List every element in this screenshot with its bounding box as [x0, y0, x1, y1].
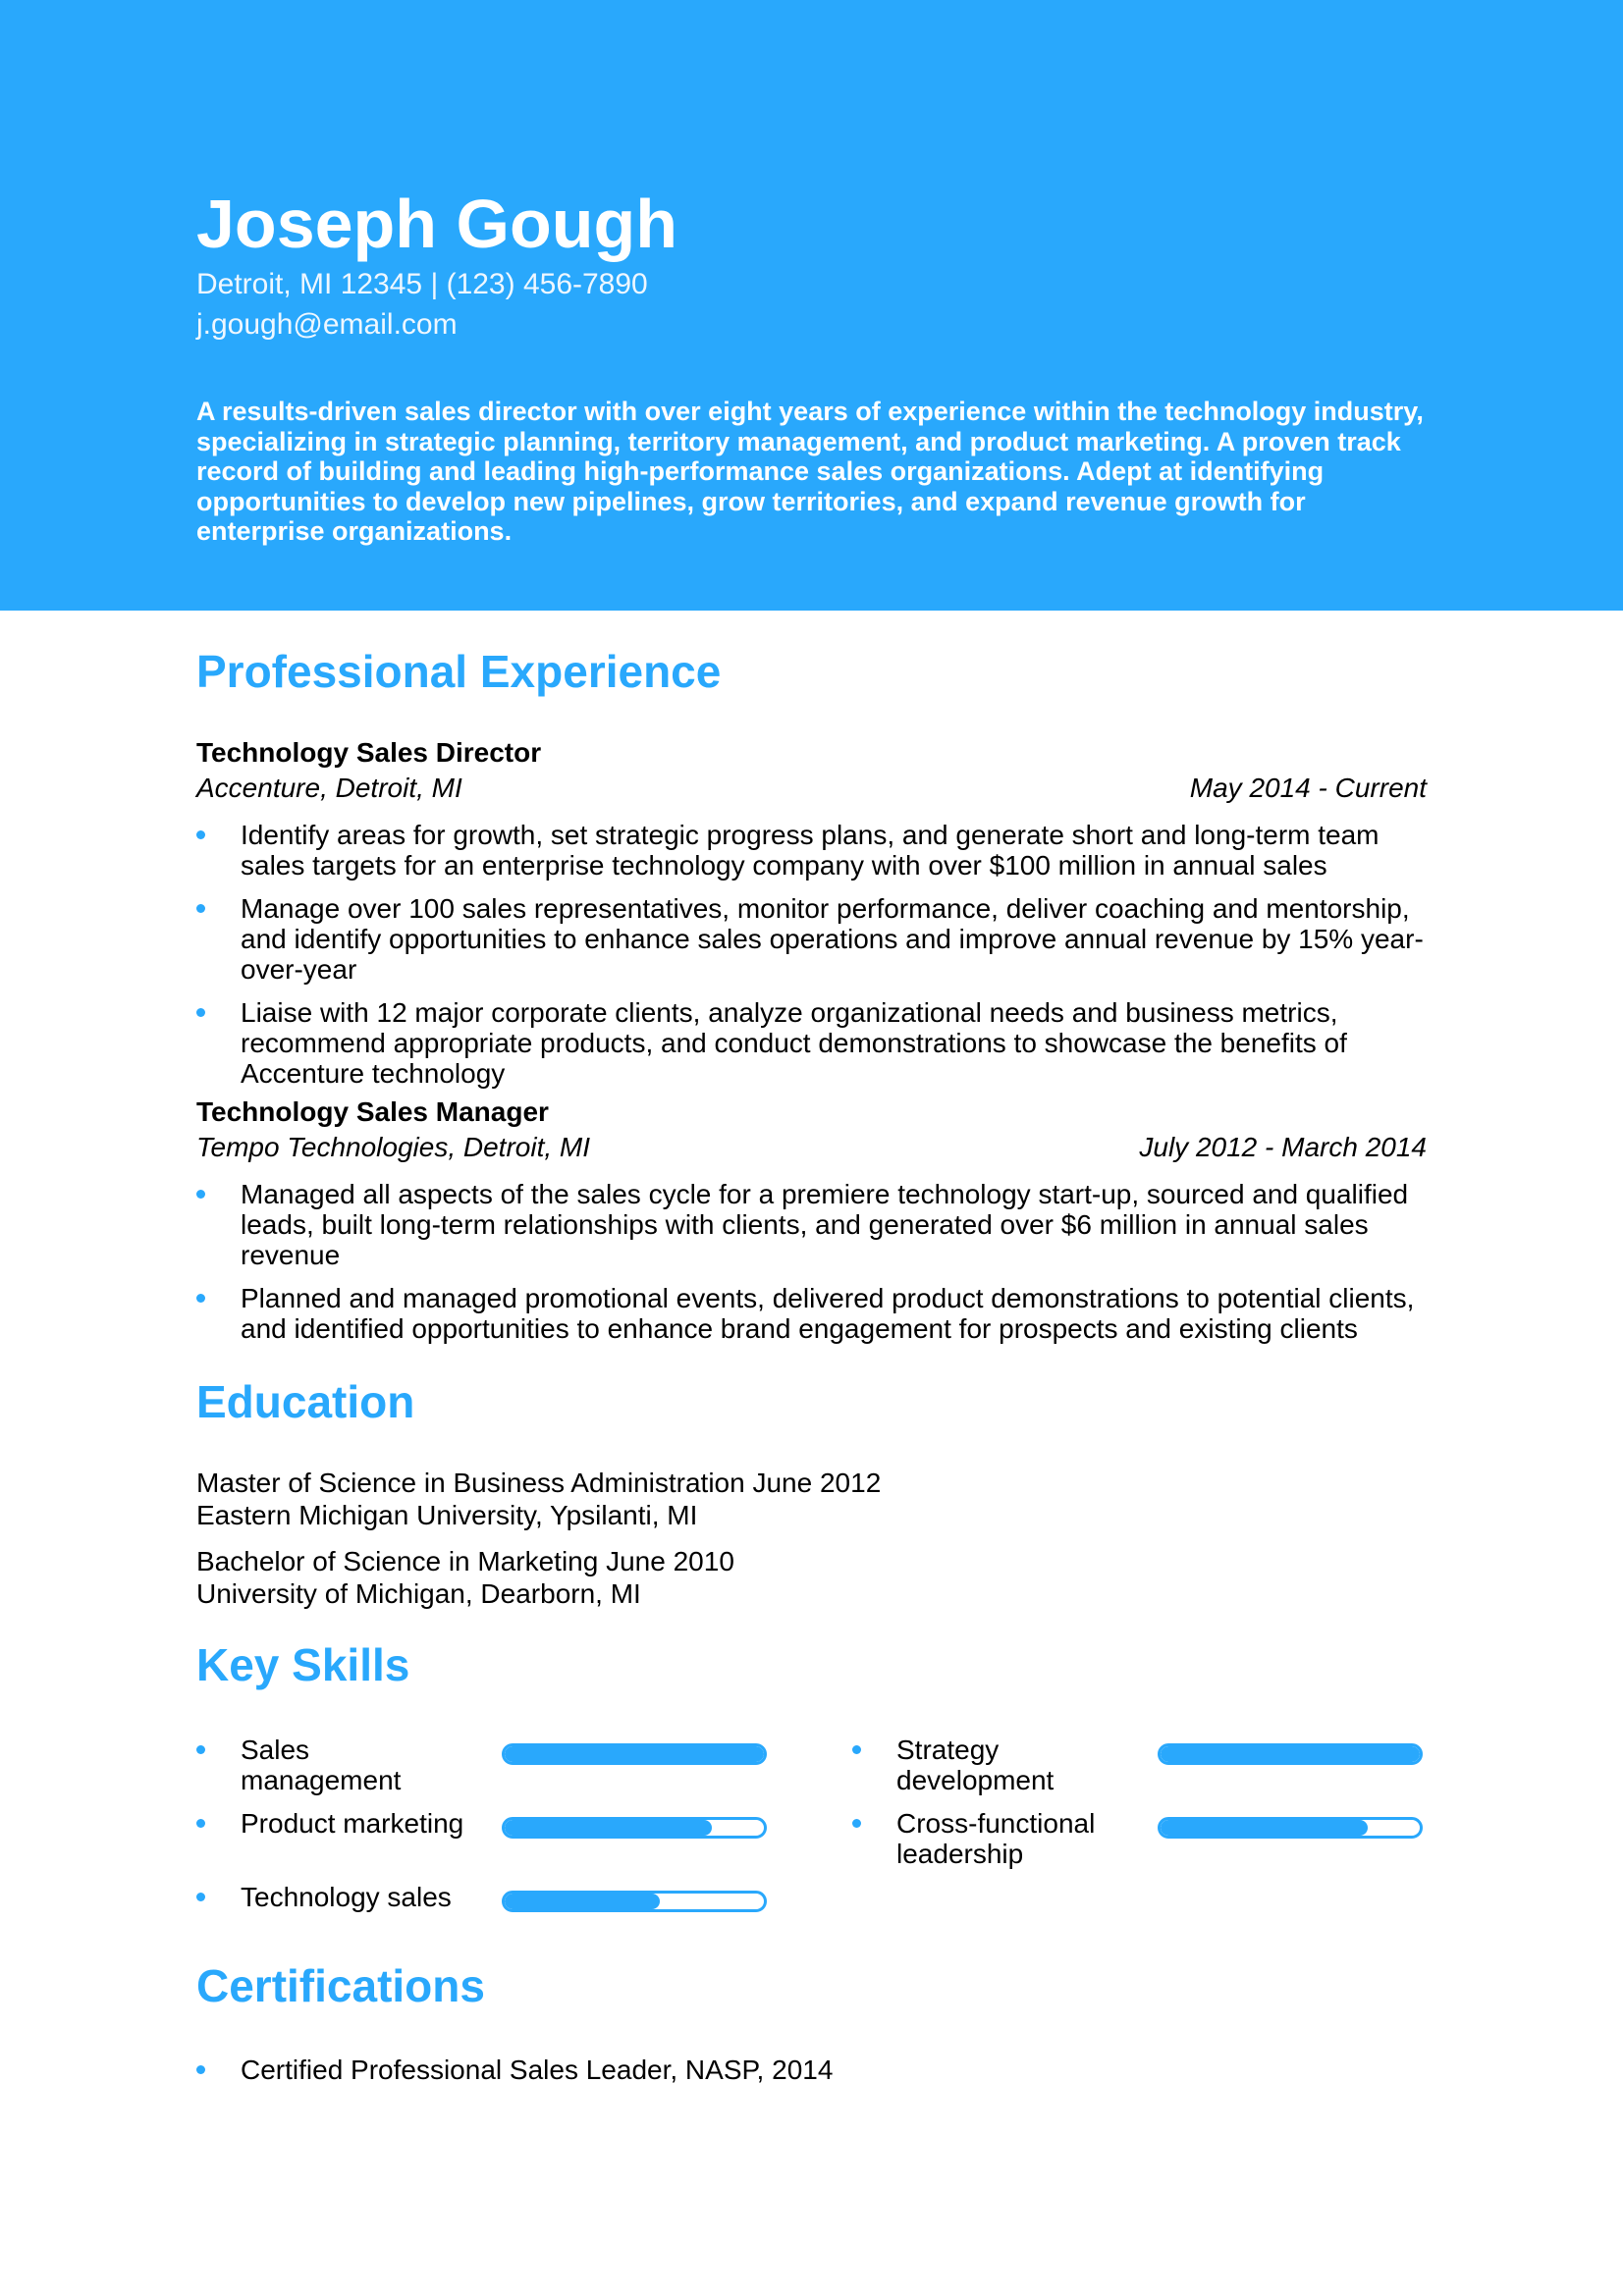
job-company: Tempo Technologies, Detroit, MI	[196, 1132, 591, 1162]
job-dates: May 2014 - Current	[1189, 773, 1427, 803]
skills-heading: Key Skills	[196, 1639, 410, 1690]
location-phone: Detroit, MI 12345 | (123) 456-7890	[196, 268, 648, 300]
list-item: Managed all aspects of the sales cycle for a premiere technology start-up, sourced and qualified leads, built long-term relationships with clients, and generated over $6 million in annual sales revenue	[196, 1179, 1434, 1270]
skill-item	[852, 1735, 1432, 1793]
bullet-icon	[852, 1745, 861, 1754]
skill-label: Cross-functional leadership	[896, 1808, 1096, 1869]
skill-item	[196, 1735, 776, 1793]
education-school: University of Michigan, Dearborn, MI	[196, 1578, 641, 1609]
list-item: Manage over 100 sales representatives, monitor performance, deliver coaching and mentorship, and identify opportunities to enhance sales operations and improve annual revenue by 15% year-over-year	[196, 893, 1434, 985]
skill-level-fill	[505, 1820, 712, 1836]
job-meta	[196, 772, 1427, 805]
skill-label: Product marketing	[241, 1808, 464, 1839]
list-item: Certified Professional Sales Leader, NASP, 2014	[196, 2055, 1434, 2085]
skill-label: Strategy development	[896, 1735, 1055, 1795]
list-item: Planned and managed promotional events, delivered product demonstrations to potential clients, and identified opportunities to enhance brand engagement for prospects and existing clients	[196, 1283, 1434, 1344]
bullet-icon	[196, 1745, 205, 1754]
experience-heading: Professional Experience	[196, 646, 722, 697]
job-dates: July 2012 - March 2014	[1139, 1132, 1427, 1162]
skill-level-fill	[1161, 1746, 1420, 1762]
candidate-name: Joseph Gough	[196, 186, 677, 262]
certifications-list	[196, 2055, 1434, 2098]
job-title: Technology Sales Manager	[196, 1096, 549, 1127]
education-heading: Education	[196, 1376, 415, 1427]
job-company: Accenture, Detroit, MI	[196, 773, 462, 803]
skill-level-bar	[502, 1817, 767, 1839]
certifications-heading: Certifications	[196, 1960, 485, 2011]
header-banner	[0, 0, 1623, 611]
education-degree: Master of Science in Business Administration June 2012	[196, 1468, 882, 1498]
bullet-icon	[852, 1819, 861, 1828]
skill-level-bar	[1158, 1743, 1423, 1765]
skill-level-fill	[505, 1746, 764, 1762]
skill-item	[852, 1808, 1432, 1867]
skill-level-fill	[505, 1894, 660, 1909]
skill-item	[196, 1808, 776, 1867]
education-degree: Bachelor of Science in Marketing June 2010	[196, 1546, 734, 1576]
professional-summary: A results-driven sales director with over eight years of experience within the technology industry, specializing in strategic planning, territory management, and product marketing. A proven track record of building and leading high-performance sales organizations. Adept at identifying opportunities to develop new pipelines, grow territories, and expand revenue growth for enterprise organizations.	[196, 397, 1424, 546]
skill-label: Technology sales	[241, 1882, 452, 1912]
bullet-icon	[196, 1893, 205, 1901]
skill-level-fill	[1161, 1820, 1368, 1836]
email: j.gough@email.com	[196, 308, 458, 341]
job-meta	[196, 1131, 1427, 1164]
list-item: Liaise with 12 major corporate clients, analyze organizational needs and business metrics, recommend appropriate products, and conduct demonstrations to showcase the benefits of Accenture technology	[196, 997, 1434, 1089]
skill-level-bar	[502, 1891, 767, 1912]
skill-item	[196, 1882, 776, 1941]
bullet-icon	[196, 1819, 205, 1828]
list-item: Identify areas for growth, set strategic progress plans, and generate short and long-term team sales targets for an enterprise technology company with over $100 million in annual sales	[196, 820, 1434, 881]
education-school: Eastern Michigan University, Ypsilanti, MI	[196, 1500, 698, 1530]
skill-level-bar	[1158, 1817, 1423, 1839]
job-bullets	[196, 820, 1434, 1101]
job-bullets	[196, 1179, 1434, 1357]
skill-label: Sales management	[241, 1735, 402, 1795]
job-title: Technology Sales Director	[196, 737, 542, 768]
skill-level-bar	[502, 1743, 767, 1765]
